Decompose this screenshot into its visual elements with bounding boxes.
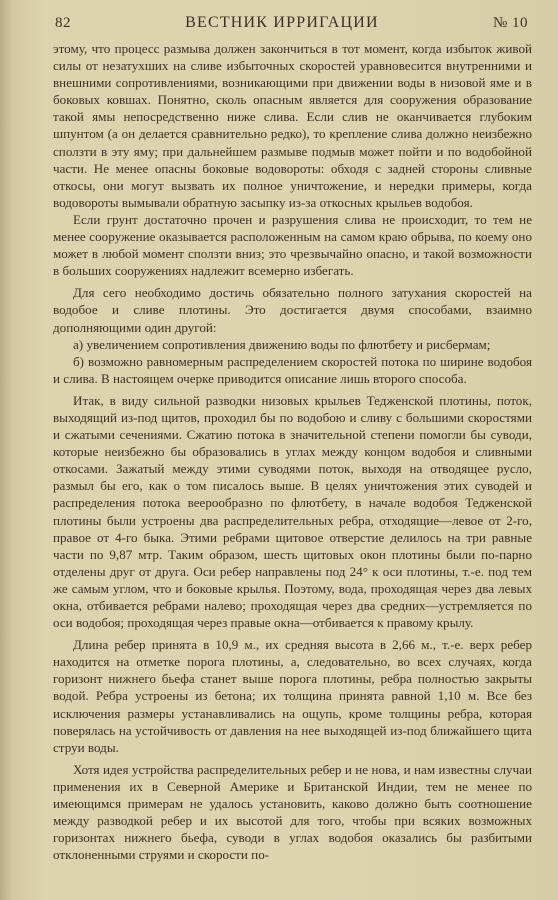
page-edge-shadow [0, 0, 12, 900]
paragraph: Итак, в виду сильной разводки низовых крыльев Теджeнской плотины, поток, выходящий из-под щитов, проходил бы по водобою и сливу с большими скоростями и сжатыми сечениями. Сжатию потока в значительной степени помогли бы суводи, которые неизбежно бы образовались в углах между концом водобоя и сливными откосами. Зажатый между этими суводями поток, выходя на отводящее русло, размыл бы его, как о том писалось выше. В целях уничтожения этих суводей и распределения потока веерообразно по флютбету, в начале водобоя Теджeнской плотины были устроены два распределительных ребра, отходящие—левое от 2-го, правое от 4-го быка. Этими ребрами щитовое отверстие делилось на три равные части по 9,87 мтр. Таким образом, шесть щитовых окон плотины были по-парно отделены друг от друга. Оси ребер направлены под 24° к оси плотины, т.-е. под тем же самым углом, что и боковые крылья. Поэтому, вода, проходящая через два левых окна, отбивается ребрами налево; проходящая через два средних—устремляется по оси водобоя; проходящая через правые окна—отбивается к правому крылу. [53, 392, 532, 631]
paragraph: Если грунт достаточно прочен и разрушения слива не происходит, то тем не менее сооружение оказывается расположенным на самом краю обрыва, по коему оно может в любой момент сползти вниз; это чрезвычайно опасно, и такой возможности в больших сооружениях надлежит всемерно избегать. [53, 211, 532, 279]
paragraph: Для сего необходимо достичь обязательно полного затухания скоростей на водобое и сливе плотины. Это достигается двумя способами, взаимно дополняющими один другой: [53, 285, 532, 335]
paragraph: Длина ребер принята в 10,9 м., их средняя высота в 2,66 м., т.-е. верх ребер находится на отметке порога плотины, а, следовательно, во всех случаях, когда горизонт нижнего бьефа станет выше порога плотины, ребра полностью закрыты водой. Ребра устроены из бетона; их толщина принята равной 1,10 м. Все без исключения размеры устанавливались на ощупь, кроме толщины ребра, которая поверялась на устойчивость от давления на нее выходящей из-под ближайшего щита струи воды. [53, 637, 532, 755]
list-item: а) увеличением сопротивления движению воды по флютбету и рисбермам; [73, 336, 491, 352]
article-body [53, 40, 532, 863]
issue-number: № 10 [492, 15, 528, 31]
journal-title: ВЕСТНИК ИРРИГАЦИИ [185, 14, 379, 31]
running-header [53, 14, 532, 40]
paragraph: этому, что процесс размыва должен закончиться в тот момент, когда избыток живой силы от незатухших на сливе избыточных скоростей уравновесится внутренними и внешними сопротивлениями, возникающими при движении воды в низовой яме и в боковых ковшах. Понятно, сколь опасным является для сооружения образование такой ямы непосредственно ниже слива. Если слив не оканчивается глубоким шпунтом (а он делается сравнительно редко), то крепление слива должно неизбежно сползти в эту яму; при дальнейшем размыве подмыв может пойти и по водобойной части. Не менее опасны боковые водовороты: обходя с задней стороны сливные откосы, они могут вызвать их полное уничтожение, и нередки примеры, когда водовороты вымывали обратную засыпку из-за откосных крыльев водобоя. [53, 41, 532, 210]
list-item: б) возможно равномерным распределением скоростей потока по ширине водобоя и слива. В настоящем очерке приводится описание лишь второго способа. [53, 353, 532, 386]
page-number: 82 [55, 15, 71, 31]
paragraph: Хотя идея устройства распределительных ребер и не нова, и нам известны случаи применения их в Северной Америке и Британской Индии, тем не менее по имеющимся примерам не удалось установить, каково должно быть соотношение между разводкой ребер и их высотой для того, чтобы при всяких возможных горизонтах нижнего бьефа, суводи в углах водобоя оказались бы разбитыми отклоненными струями и скорости по- [53, 761, 532, 863]
